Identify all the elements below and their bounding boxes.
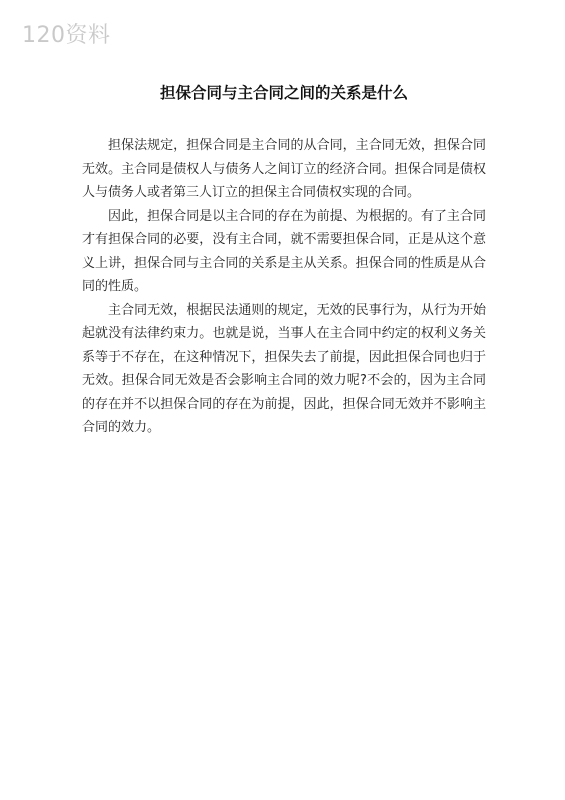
paragraph-3: 主合同无效，根据民法通则的规定，无效的民事行为，从行为开始起就没有法律约束力。也就是说，当事人在主合同中约定的权利义务关系等于不存在，在这种情况下，担保失去了前提，因此担保合同也归于无效。担保合同无效是否会影响主合同的效力呢?不会的，因为主合同的存在并不以担保合同的存在为前提，因此，担保合同无效并不影响主合同的效力。: [82, 302, 486, 435]
document-body: [82, 82, 486, 440]
document-title: 担保合同与主合同之间的关系是什么: [159, 84, 408, 102]
paragraph-2: 因此，担保合同是以主合同的存在为前提、为根据的。有了主合同才有担保合同的必要，没有主合同，就不需要担保合同，正是从这个意义上讲，担保合同与主合同的关系是主从关系。担保合同的性质是从合同的性质。: [82, 208, 486, 294]
watermark-logo: 120资料: [22, 23, 111, 48]
paragraph-1: 担保法规定，担保合同是主合同的从合同，主合同无效，担保合同无效。主合同是债权人与债务人之间订立的经济合同。担保合同是债权人与债务人或者第三人订立的担保主合同债权实现的合同。: [82, 138, 486, 200]
